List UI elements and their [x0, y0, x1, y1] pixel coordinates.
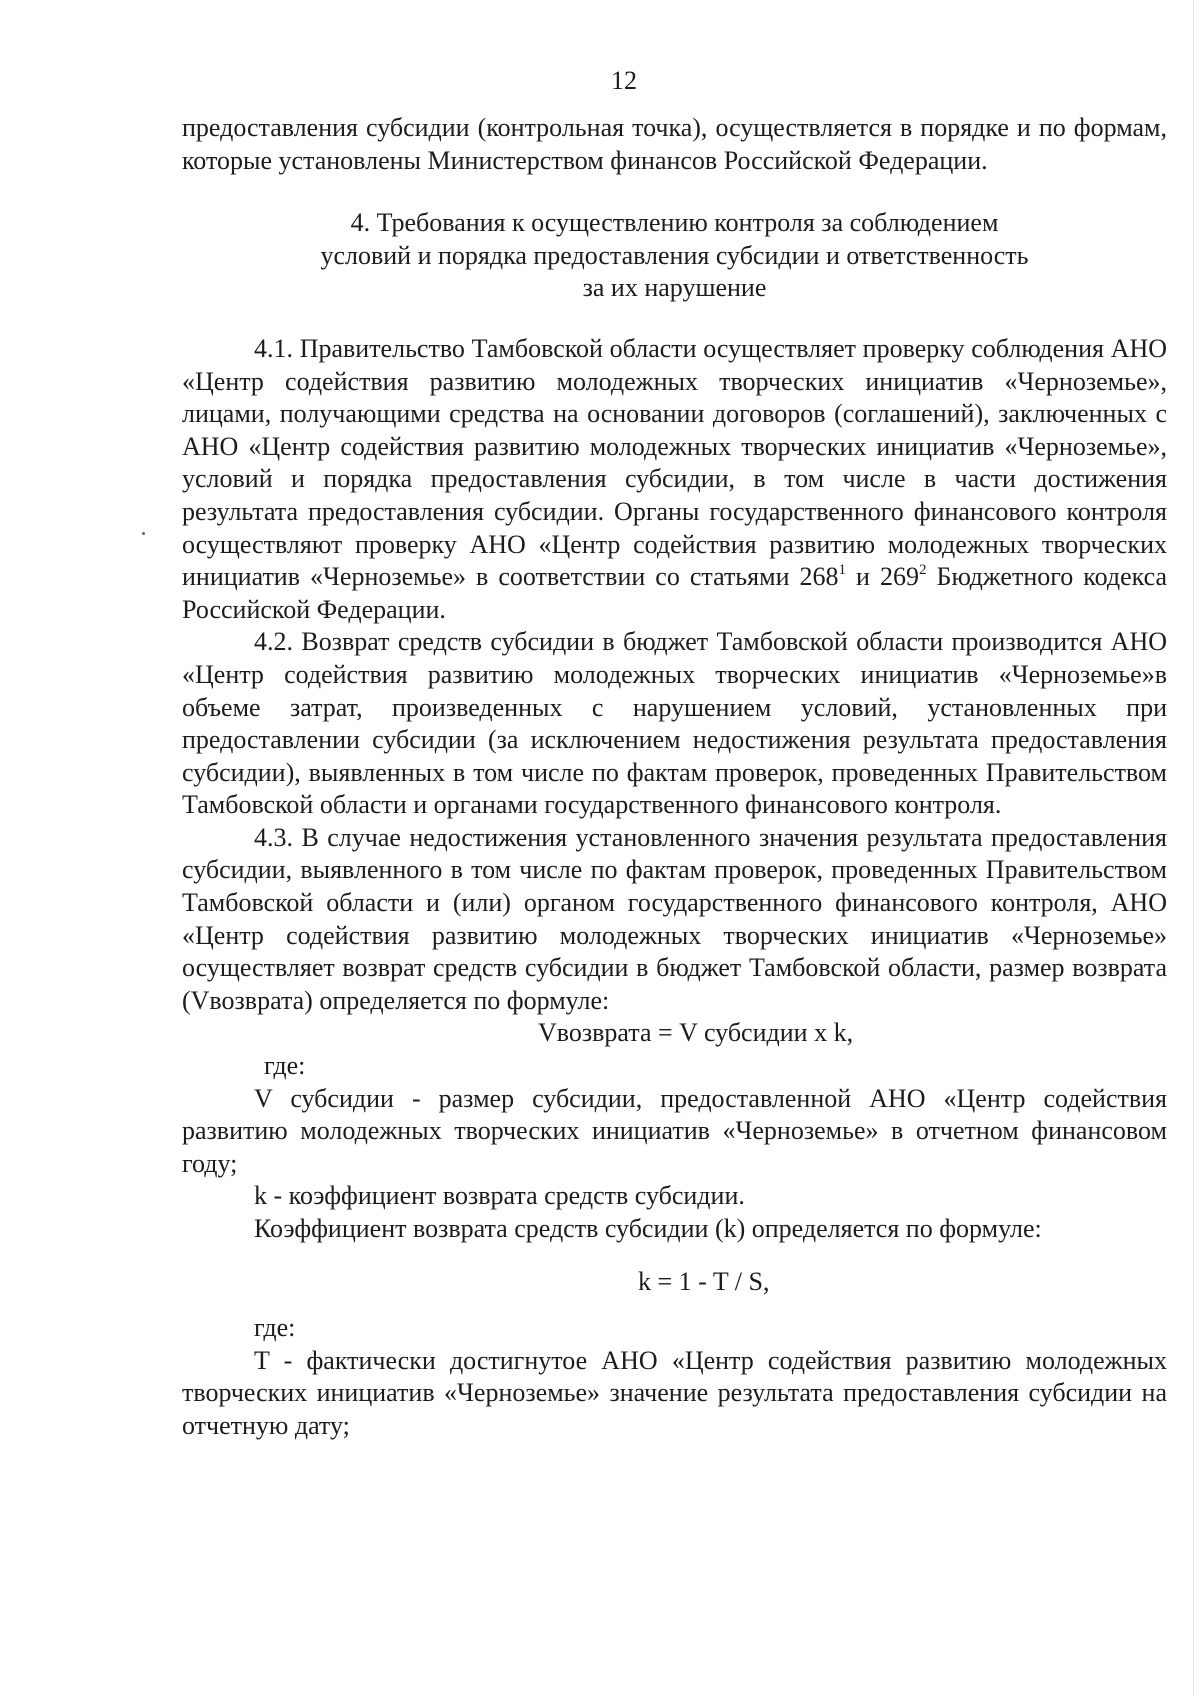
section-heading-line-2: условий и порядка предоставления субсидии и ответственность [320, 240, 1029, 270]
paragraph-4-3: 4.3. В случае недостижения установленного значения результата предоставления субсидии, выявленного в том числе по фактам проверок, проведенных Правительством Тамбовской области и (или) органом государственного финансового контроля, АНО «Центр содействия развитию молодежных творческих инициатив «Черноземье» осуществляет возврат средств субсидии в бюджет Тамбовской области, размер возврата (Vвозврата) определяется по формуле: [182, 822, 1167, 1015]
scan-edge-line [1193, 0, 1194, 1697]
intro-paragraph: предоставления субсидии (контрольная точка), осуществляется в порядке и по формам, которые установлены Министерством финансов Российской Федерации. [182, 113, 1167, 175]
section-heading [182, 207, 1167, 305]
paragraph-4-1-and: и 269 [846, 562, 919, 592]
definition-k: k - коэффициент возврата средств субсидии. [254, 1181, 745, 1211]
page-number: 12 [611, 66, 637, 95]
paragraph-4-1 [182, 333, 1167, 626]
paragraph-4-1-tail: Бюджетного кодекса Российской Федерации. [182, 562, 1167, 624]
superscript-1: 1 [838, 562, 847, 579]
section-heading-line-3: за их нарушение [582, 273, 767, 303]
superscript-2: 2 [919, 562, 927, 579]
where-label-1: где: [264, 1051, 306, 1081]
formula-coefficient: k = 1 - T / S, [638, 1266, 770, 1296]
paragraph-4-1-text: 4.1. Правительство Тамбовской области осуществляет проверку соблюдения АНО «Центр содействия развитию молодежных творческих инициатив «Черноземье», лицами, получающими средства на основании договоров (соглашений), заключенных с АНО «Центр содействия развитию молодежных творческих инициатив «Черноземье», условий и порядка предоставления субсидии, в том числе в части достижения результата предоставления субсидии. Органы государственного финансового контроля осуществляют проверку АНО «Центр содействия развитию молодежных творческих инициатив «Черноземье» в соответствии со статьями 268 [182, 333, 1167, 592]
document-body [182, 112, 1167, 1443]
section-heading-line-1: 4. Требования к осуществлению контроля за соблюдением [350, 208, 999, 238]
definition-v-subsidy: V субсидии - размер субсидии, предоставленной АНО «Центр содействия развитию молодежных творческих инициатив «Черноземье» в отчетном финансовом году; [182, 1083, 1167, 1178]
paragraph-4-2: 4.2. Возврат средств субсидии в бюджет Тамбовской области производится АНО «Центр содействия развитию молодежных творческих инициатив «Черноземье»в объеме затрат, произведенных с нарушением условий, установленных при предоставлении субсидии (за исключением недостижения результата предоставления субсидии), выявленных в том числе по фактам проверок, проведенных Правительством Тамбовской области и органами государственного финансового контроля. [182, 627, 1167, 820]
scan-dot-mark [142, 532, 145, 535]
definition-t: T - фактически достигнутое АНО «Центр содействия развитию молодежных творческих инициатив «Черноземье» значение результата предоставления субсидии на отчетную дату; [182, 1345, 1167, 1440]
where-label-2: где: [254, 1313, 296, 1343]
coefficient-intro: Коэффициент возврата средств субсидии (k) определяется по формуле: [254, 1214, 1042, 1243]
formula-return-volume: Vвозврата = V субсидии x k, [538, 1018, 854, 1048]
